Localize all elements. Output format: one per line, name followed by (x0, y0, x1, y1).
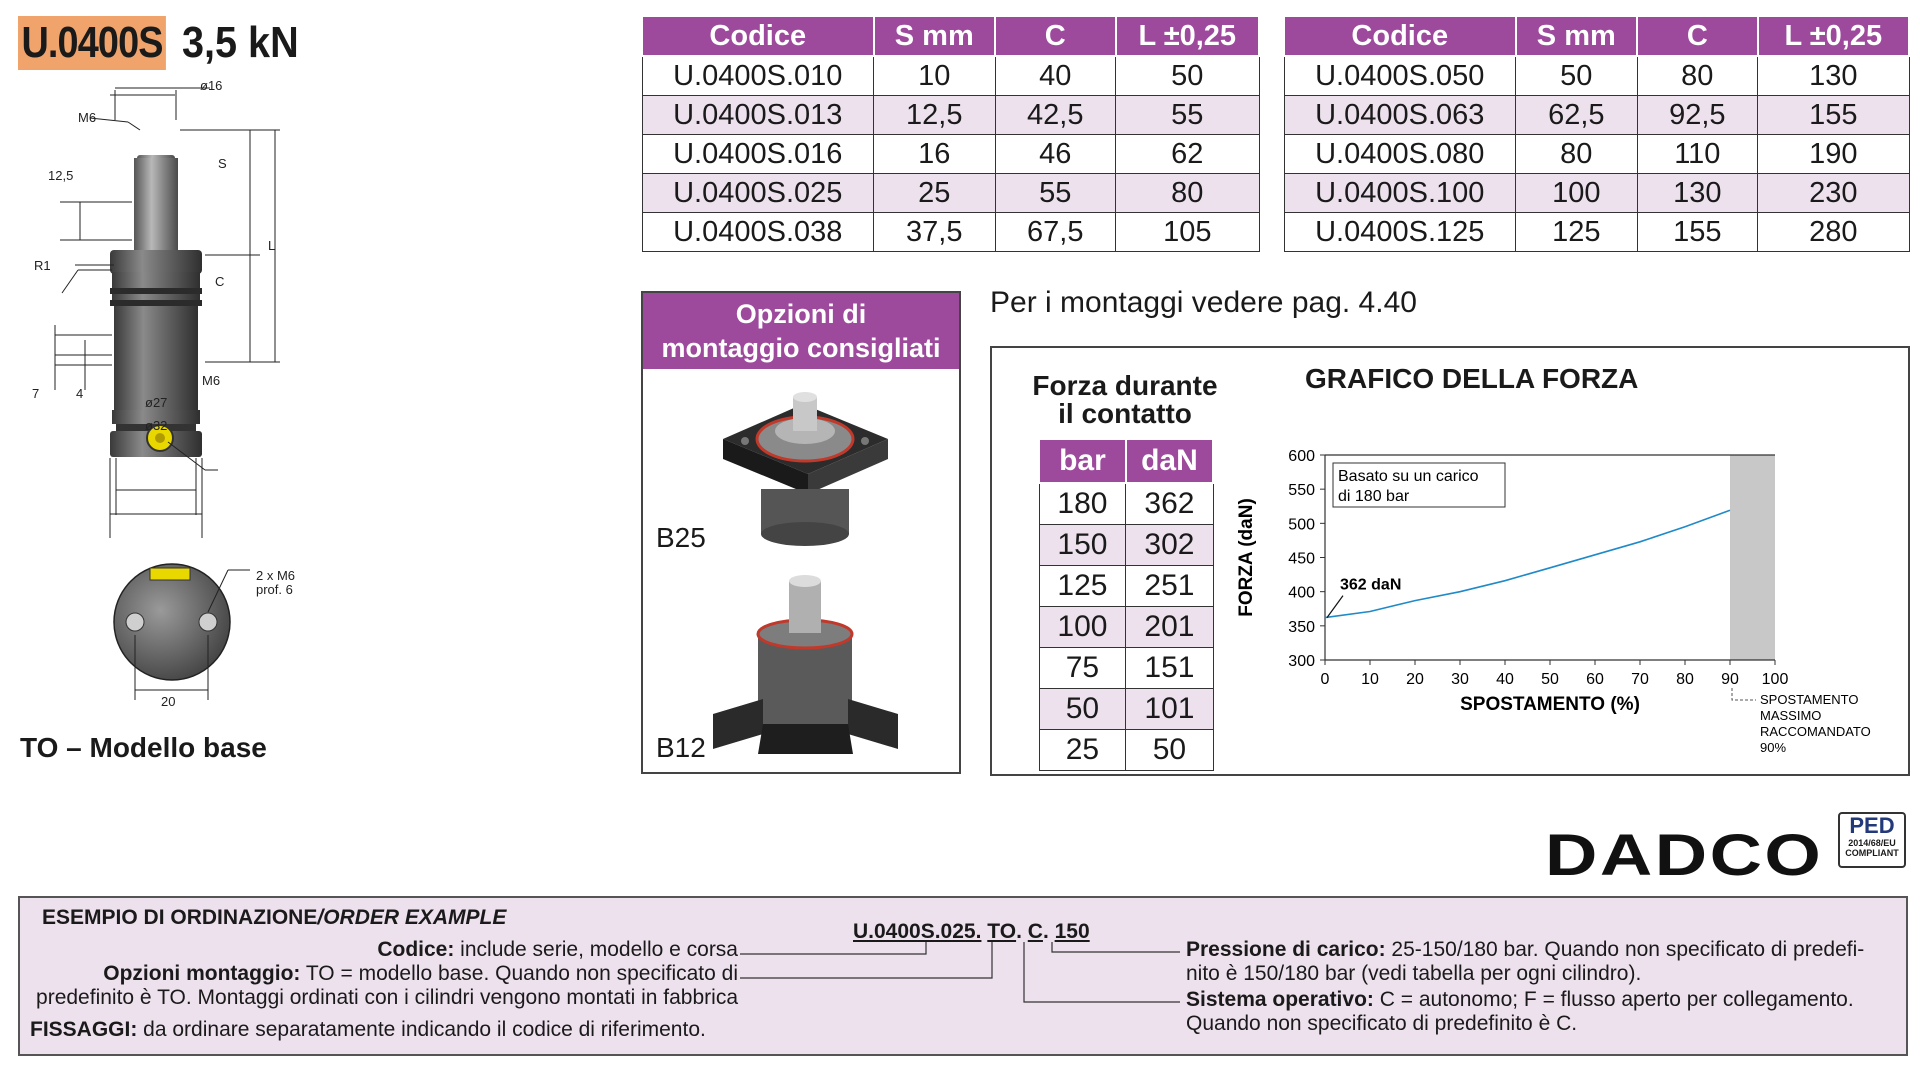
shaded-region (1730, 455, 1775, 660)
order-code-mount: TO (987, 920, 1017, 943)
dim-d27: ø27 (145, 395, 168, 410)
technical-drawing (20, 78, 340, 720)
annotation-arrow (1327, 596, 1343, 618)
table-row (1039, 689, 1213, 730)
x-tick-label: 10 (1361, 671, 1379, 688)
opzioni-text2: predefinito è TO. Montaggi ordinati con i cilindri vengono montati in fabbrica (36, 986, 738, 1009)
table-row (1284, 135, 1909, 174)
order-heading-en: /ORDER EXAMPLE (317, 906, 507, 929)
table-row (1284, 174, 1909, 213)
force-chart (1230, 440, 1890, 770)
x-tick-label: 30 (1451, 671, 1469, 688)
x-tick-label: 50 (1541, 671, 1559, 688)
b25-flange-image (723, 392, 888, 546)
table-row (642, 96, 1259, 135)
legend-line1: Basato su un carico (1338, 468, 1479, 485)
sistema-text2: Quando non specificato di predefinito è C. (1186, 1012, 1578, 1035)
dim-m6-top: M6 (78, 110, 97, 125)
col-c: C (995, 17, 1116, 56)
table-row (642, 174, 1259, 213)
cell-l: 130 (1758, 56, 1909, 96)
cell-s: 37,5 (874, 213, 996, 252)
cell-bar: 150 (1039, 525, 1126, 566)
cell-c: 46 (995, 135, 1116, 174)
cell-l: 105 (1116, 213, 1259, 252)
order-code-dot: . (1016, 920, 1022, 943)
table-row (1284, 56, 1909, 96)
cell-c: 110 (1637, 135, 1758, 174)
cell-s: 62,5 (1516, 96, 1638, 135)
cell-code: U.0400S.125 (1284, 213, 1516, 252)
cell-s: 80 (1516, 135, 1638, 174)
dim-d16: ø16 (200, 78, 223, 93)
order-sistema (1186, 988, 1886, 1036)
mounting-note: Per i montaggi vedere pag. 4.40 (990, 286, 1417, 319)
cell-dan: 251 (1126, 566, 1213, 607)
cell-code: U.0400S.063 (1284, 96, 1516, 135)
cell-s: 10 (874, 56, 996, 96)
sistema-text: C = autonomo; F = flusso aperto per collegamento. (1373, 988, 1854, 1011)
cell-code: U.0400S.100 (1284, 174, 1516, 213)
order-code-system: C (1027, 920, 1043, 943)
mounting-options-title (643, 293, 959, 369)
cell-s: 125 (1516, 213, 1638, 252)
chart-annotation: 362 daN (1340, 576, 1402, 594)
spec-table-left (641, 17, 1260, 252)
mounting-title-line1: Opzioni di (735, 299, 867, 329)
fissaggi-label: FISSAGGI: (30, 1018, 138, 1041)
order-leader-lines (740, 940, 1190, 1010)
x-tick-label: 60 (1586, 671, 1604, 688)
legend-line2: di 180 bar (1338, 488, 1410, 505)
y-tick-label: 550 (1288, 482, 1315, 500)
cell-bar: 25 (1039, 730, 1126, 771)
table-row (1039, 607, 1213, 648)
dim-12-5: 12,5 (48, 168, 74, 183)
dim-4: 4 (76, 386, 84, 401)
col-codice: Codice (1284, 17, 1516, 56)
holes-label: 2 x M6 (256, 568, 296, 583)
table-row (1284, 96, 1909, 135)
y-tick-label: 450 (1288, 550, 1315, 568)
cell-c: 80 (1637, 56, 1758, 96)
shaded-note-leader (1732, 688, 1756, 700)
x-tick-label: 20 (1406, 671, 1424, 688)
ped-text: PED (1849, 813, 1895, 838)
dim-l: L (268, 238, 276, 253)
chart-legend (1333, 463, 1505, 507)
shaded-note-line: SPOSTAMENTO (1760, 692, 1859, 707)
opzioni-text: TO = modello base. Quando non specificato di (300, 962, 738, 985)
table-row (1039, 566, 1213, 607)
y-tick-label: 400 (1288, 584, 1315, 602)
cell-bar: 100 (1039, 607, 1126, 648)
cell-bar: 125 (1039, 566, 1126, 607)
cell-code: U.0400S.038 (642, 213, 874, 252)
table-row (1039, 648, 1213, 689)
force-table (1038, 440, 1214, 771)
cell-bar: 180 (1039, 483, 1126, 525)
col-l: L ±0,25 (1116, 17, 1259, 56)
y-tick-label: 600 (1288, 448, 1315, 465)
order-codice (30, 938, 738, 962)
col-codice: Codice (642, 17, 874, 56)
col-l: L ±0,25 (1758, 17, 1909, 56)
pressione-label: Pressione di carico: (1186, 938, 1386, 961)
col-s-mm: S mm (874, 17, 996, 56)
x-axis-label: SPOSTAMENTO (%) (1460, 694, 1640, 715)
order-pressione (1186, 938, 1886, 986)
cell-s: 50 (1516, 56, 1638, 96)
cell-dan: 151 (1126, 648, 1213, 689)
dim-20: 20 (161, 694, 176, 709)
col-bar: bar (1039, 440, 1126, 483)
model-force: 3,5 kN (182, 18, 299, 67)
b12-label: B12 (656, 732, 706, 763)
cell-s: 100 (1516, 174, 1638, 213)
force-table-title (1030, 372, 1220, 428)
order-heading (42, 906, 506, 930)
x-tick-label: 0 (1320, 671, 1330, 688)
dim-c: C (215, 274, 225, 289)
col-dan: daN (1126, 440, 1213, 483)
table-row (1039, 525, 1213, 566)
order-opzioni (30, 962, 738, 1010)
table-row (1039, 730, 1213, 771)
y-axis-label: FORZA (daN) (1236, 498, 1257, 617)
cylinder-side-view (110, 155, 202, 457)
cell-l: 80 (1116, 174, 1259, 213)
shaded-note-line: RACCOMANDATO (1760, 724, 1871, 739)
x-tick-label: 70 (1631, 671, 1649, 688)
cell-dan: 362 (1126, 483, 1213, 525)
pressione-text2: nito è 150/180 bar (vedi tabella per ogni cilindro). (1186, 962, 1642, 985)
mounting-images (643, 369, 959, 769)
spec-table-right (1283, 17, 1910, 252)
table-row (642, 56, 1259, 96)
drawing-caption: TO – Modello base (20, 732, 267, 763)
cell-l: 230 (1758, 174, 1909, 213)
model-code: U.0400S (18, 16, 166, 70)
cell-c: 42,5 (995, 96, 1116, 135)
fissaggi-text: da ordinare separatamente indicando il codice di riferimento. (137, 1018, 706, 1041)
cell-c: 40 (995, 56, 1116, 96)
col-s-mm: S mm (1516, 17, 1638, 56)
order-code-pressure: 150 (1054, 920, 1090, 943)
cell-c: 130 (1637, 174, 1758, 213)
opzioni-label: Opzioni montaggio: (103, 962, 301, 985)
x-tick-label: 40 (1496, 671, 1514, 688)
x-tick-label: 90 (1721, 671, 1739, 688)
cell-code: U.0400S.016 (642, 135, 874, 174)
sistema-label: Sistema operativo: (1186, 988, 1374, 1011)
table-row (642, 135, 1259, 174)
cell-l: 280 (1758, 213, 1909, 252)
cell-l: 55 (1116, 96, 1259, 135)
codice-label: Codice: (377, 938, 455, 961)
cell-dan: 201 (1126, 607, 1213, 648)
order-heading-it: ESEMPIO DI ORDINAZIONE (42, 906, 318, 929)
cylinder-bottom-view (114, 564, 230, 680)
cell-s: 16 (874, 135, 996, 174)
cell-code: U.0400S.025 (642, 174, 874, 213)
cell-bar: 50 (1039, 689, 1126, 730)
cell-dan: 50 (1126, 730, 1213, 771)
cell-s: 12,5 (874, 96, 996, 135)
force-series-line (1325, 510, 1730, 617)
dadco-logo: DADCO (1545, 823, 1824, 888)
ped-badge (1838, 812, 1906, 868)
table-row (642, 213, 1259, 252)
chart-title: GRAFICO DELLA FORZA (1305, 363, 1639, 394)
ped-compliant: COMPLIANT (1845, 848, 1899, 858)
dim-7: 7 (32, 386, 40, 401)
x-tick-label: 80 (1676, 671, 1694, 688)
dim-m6-side: M6 (202, 373, 221, 388)
cell-c: 155 (1637, 213, 1758, 252)
x-tick-label: 100 (1761, 671, 1789, 688)
cell-l: 190 (1758, 135, 1909, 174)
shaded-note-line: MASSIMO (1760, 708, 1822, 723)
shaded-note-line: 90% (1760, 740, 1787, 755)
dim-r1: R1 (34, 258, 51, 273)
order-fissaggi (30, 1018, 706, 1042)
cell-c: 92,5 (1637, 96, 1758, 135)
cell-s: 25 (874, 174, 996, 213)
cell-code: U.0400S.080 (1284, 135, 1516, 174)
cell-dan: 302 (1126, 525, 1213, 566)
dim-d32: ø32 (145, 418, 168, 433)
order-code-dot: . (1042, 920, 1049, 943)
y-tick-label: 300 (1288, 653, 1315, 670)
y-tick-label: 350 (1288, 618, 1315, 636)
b25-label: B25 (656, 522, 706, 553)
cell-l: 155 (1758, 96, 1909, 135)
table-row (1039, 483, 1213, 525)
ped-directive: 2014/68/EU (1848, 838, 1896, 848)
cell-code: U.0400S.050 (1284, 56, 1516, 96)
b12-foot-image (713, 575, 898, 754)
y-tick-label: 500 (1288, 516, 1315, 534)
order-code-base: U.0400S.025. (853, 920, 982, 943)
cell-bar: 75 (1039, 648, 1126, 689)
cell-dan: 101 (1126, 689, 1213, 730)
force-title-line2: il contatto (1058, 398, 1192, 429)
dim-s: S (218, 156, 227, 171)
cell-code: U.0400S.010 (642, 56, 874, 96)
col-c: C (1637, 17, 1758, 56)
cell-l: 62 (1116, 135, 1259, 174)
force-title-line1: Forza durante (1032, 370, 1218, 401)
codice-text: include serie, modello e corsa (454, 938, 738, 961)
table-row (1284, 213, 1909, 252)
cell-code: U.0400S.013 (642, 96, 874, 135)
shaded-note (1760, 692, 1871, 755)
page-title (18, 14, 312, 72)
cell-c: 55 (995, 174, 1116, 213)
mounting-title-line2: montaggio consigliati (661, 333, 941, 363)
pressione-text: 25-150/180 bar. Quando non specificato di predefi- (1385, 938, 1865, 961)
cell-c: 67,5 (995, 213, 1116, 252)
cell-l: 50 (1116, 56, 1259, 96)
holes-depth: prof. 6 (256, 582, 293, 597)
